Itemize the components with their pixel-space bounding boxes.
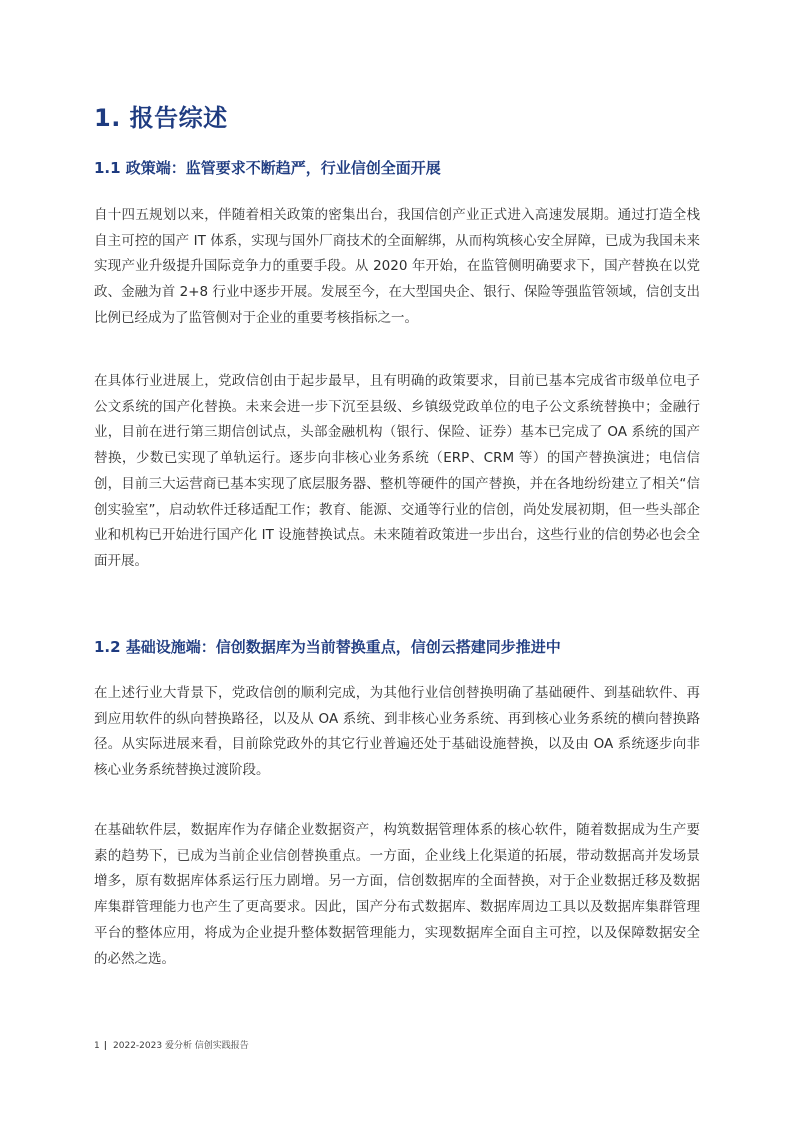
section-title: 1. 报告综述 xyxy=(94,104,228,132)
paragraph-industry-progress: 在具体行业进展上，党政信创由于起步最早，且有明确的政策要求，目前已基本完成省市级单位电子公文系统的国产化替换。未来会进一步下沉至县级、乡镇级党政单位的电子公文系统替换中；金融行业，目前在进行第三期信创试点，头部金融机构（银行、保险、证券）基本已完成了 OA 系统的国产替换，少数已实现了单轨运行。逐步向非核心业务系统（ERP、CRM 等）的国产替换演进；电信信创，目前三大运营商已基本实现了底层服务器、整机等硬件的国产替换，并在各地纷纷建立了相关“信创实验室”，启动软件迁移适配工作；教育、能源、交通等行业的信创，尚处发展初期，但一些头部企业和机构已开始进行国产化 IT 设施替换试点。未来随着政策进一步出台，这些行业的信创势必也会全面开展。 xyxy=(94,373,700,569)
paragraph-policy-overview: 自十四五规划以来，伴随着相关政策的密集出台，我国信创产业正式进入高速发展期。通过打造全栈自主可控的国产 IT 体系，实现与国外厂商技术的全面解绑，从而构筑核心安全屏障，已成为我国未来实现产业升级提升国际竞争力的重要手段。从 2020 年开始，在监管侧明确要求下，国产替换在以党政、金融为首 2+8 行业中逐步开展。发展至今，在大型国央企、银行、保险等强监管领域，信创支出比例已经成为了监管侧对于企业的重要考核指标之一。 xyxy=(94,207,700,326)
paragraph-replacement-path: 在上述行业大背景下，党政信创的顺利完成，为其他行业信创替换明确了基础硬件、到基础软件、再到应用软件的纵向替换路径，以及从 OA 系统、到非核心业务系统、再到核心业务系统的横向替换路径。从实际进展来看，目前除党政外的其它行业普遍还处于基础设施替换，以及由 OA 系统逐步向非核心业务系统替换过渡阶段。 xyxy=(94,685,700,779)
page-footer xyxy=(94,1038,249,1051)
page-number: 1 xyxy=(94,1041,100,1051)
paragraph-database-focus: 在基础软件层，数据库作为存储企业数据资产，构筑数据管理体系的核心软件，随着数据成为生产要素的趋势下，已成为当前企业信创替换重点。一方面，企业线上化渠道的拓展，带动数据高并发场景增多，原有数据库体系运行压力剧增。另一方面，信创数据库的全面替换，对于企业数据迁移及数据库集群管理能力也产生了更高要求。因此，国产分布式数据库、数据库周边工具以及数据库集群管理平台的整体应用，将成为企业提升整体数据管理能力，实现数据库全面自主可控，以及保障数据安全的必然之选。 xyxy=(94,822,700,967)
subsection-title-infrastructure: 1.2 基础设施端：信创数据库为当前替换重点，信创云搭建同步推进中 xyxy=(94,638,561,656)
footer-report-title: 2022-2023 爱分析 信创实践报告 xyxy=(113,1041,249,1051)
subsection-title-policy: 1.1 政策端：监管要求不断趋严，行业信创全面开展 xyxy=(94,159,441,177)
footer-separator: | xyxy=(103,1041,108,1051)
